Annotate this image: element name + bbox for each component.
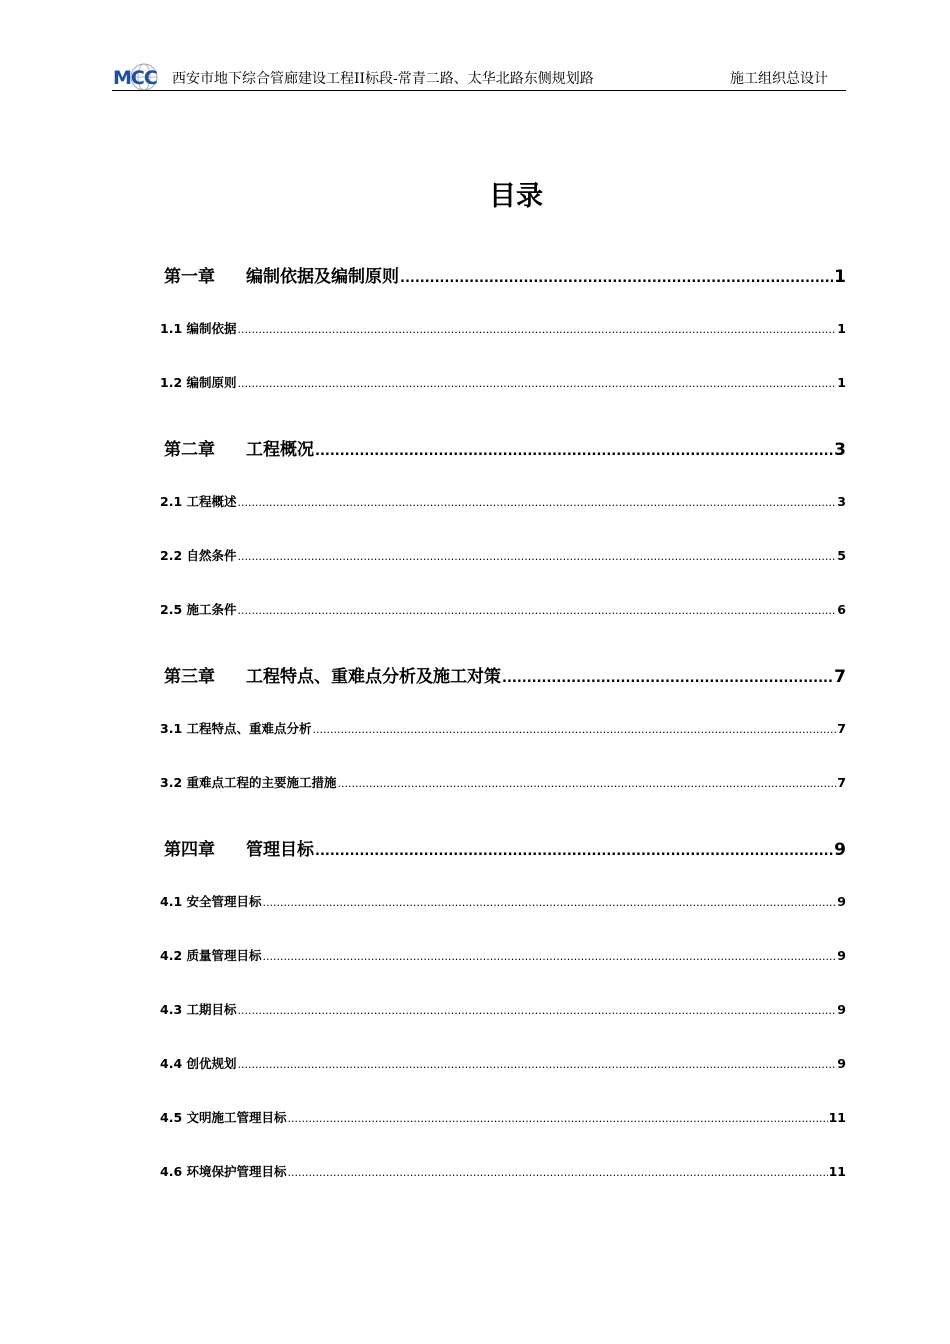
section-label: 4.3 工期目标 [160, 1002, 237, 1017]
dot-leader [315, 440, 833, 460]
section-page-number: 6 [837, 602, 846, 617]
section-label: 3.2 重难点工程的主要施工措施 [160, 775, 337, 790]
dot-leader [400, 267, 833, 287]
section-label: 4.1 安全管理目标 [160, 894, 262, 909]
chapter-number: 第二章 [164, 440, 215, 460]
section-label: 4.5 文明施工管理目标 [160, 1110, 287, 1125]
toc-chapter-entry[interactable] [160, 262, 846, 287]
toc-section-entry[interactable] [160, 1000, 846, 1018]
toc-title: 目录 [489, 181, 543, 212]
toc-section-entry[interactable] [160, 1054, 846, 1072]
toc-chapter-entry[interactable] [160, 435, 846, 460]
toc-section-entry[interactable] [160, 600, 846, 618]
dot-leader [288, 1164, 828, 1179]
section-label: 4.2 质量管理目标 [160, 948, 262, 963]
chapter-label [160, 835, 314, 860]
chapter-page-number: 7 [834, 667, 846, 687]
section-page-number: 9 [837, 1056, 846, 1071]
dot-leader [263, 948, 837, 963]
section-label: 2.1 工程概述 [160, 494, 237, 509]
section-label: 2.5 施工条件 [160, 602, 237, 617]
toc-section-entry[interactable] [160, 319, 846, 337]
dot-leader [238, 1056, 837, 1071]
chapter-page-number: 9 [834, 840, 846, 860]
dot-leader [315, 840, 833, 860]
section-page-number: 7 [837, 721, 846, 736]
section-label: 1.2 编制原则 [160, 375, 237, 390]
chapter-page-number: 1 [834, 267, 846, 287]
section-page-number: 11 [828, 1164, 846, 1179]
chapter-number: 第三章 [164, 667, 215, 687]
svg-text:MCC: MCC [113, 67, 157, 89]
toc-section-entry[interactable] [160, 373, 846, 391]
section-page-number: 9 [837, 1002, 846, 1017]
section-page-number: 9 [837, 948, 846, 963]
toc-section-entry[interactable] [160, 546, 846, 564]
dot-leader [238, 494, 837, 509]
section-label: 3.1 工程特点、重难点分析 [160, 721, 312, 736]
dot-leader [502, 667, 833, 687]
chapter-title: 编制依据及编制原则 [246, 267, 399, 287]
dot-leader [263, 894, 837, 909]
dot-leader [238, 375, 837, 390]
toc-section-entry[interactable] [160, 1162, 846, 1180]
toc-chapter-entry[interactable] [160, 662, 846, 687]
dot-leader [238, 548, 837, 563]
chapter-label [160, 262, 399, 287]
dot-leader [338, 775, 837, 790]
section-page-number: 11 [828, 1110, 846, 1125]
chapter-label [160, 435, 314, 460]
dot-leader [238, 1002, 837, 1017]
dot-leader [288, 1110, 828, 1125]
section-page-number: 1 [837, 321, 846, 336]
section-label: 4.6 环境保护管理目标 [160, 1164, 287, 1179]
section-label: 1.1 编制依据 [160, 321, 237, 336]
mcc-logo-icon [112, 62, 178, 92]
toc-section-entry[interactable] [160, 892, 846, 910]
dot-leader [238, 602, 837, 617]
section-page-number: 9 [837, 894, 846, 909]
chapter-page-number: 3 [834, 440, 846, 460]
chapter-number: 第一章 [164, 267, 215, 287]
document-type: 施工组织总设计 [730, 71, 828, 87]
chapter-number: 第四章 [164, 840, 215, 860]
section-label: 2.2 自然条件 [160, 548, 237, 563]
toc-section-entry[interactable] [160, 1108, 846, 1126]
chapter-title: 管理目标 [246, 840, 314, 860]
toc-section-entry[interactable] [160, 492, 846, 510]
dot-leader [238, 321, 837, 336]
section-page-number: 1 [837, 375, 846, 390]
section-page-number: 3 [837, 494, 846, 509]
project-title: 西安市地下综合管廊建设工程II标段-常青二路、太华北路东侧规划路 [172, 71, 594, 87]
dot-leader [313, 721, 837, 736]
chapter-title: 工程特点、重难点分析及施工对策 [246, 667, 501, 687]
toc-section-entry[interactable] [160, 773, 846, 791]
chapter-title: 工程概况 [246, 440, 314, 460]
chapter-label [160, 662, 501, 687]
section-page-number: 7 [837, 775, 846, 790]
toc-chapter-entry[interactable] [160, 835, 846, 860]
page-header [112, 62, 846, 92]
header-rule [112, 90, 846, 91]
section-label: 4.4 创优规划 [160, 1056, 237, 1071]
toc-section-entry[interactable] [160, 946, 846, 964]
toc-section-entry[interactable] [160, 719, 846, 737]
section-page-number: 5 [837, 548, 846, 563]
